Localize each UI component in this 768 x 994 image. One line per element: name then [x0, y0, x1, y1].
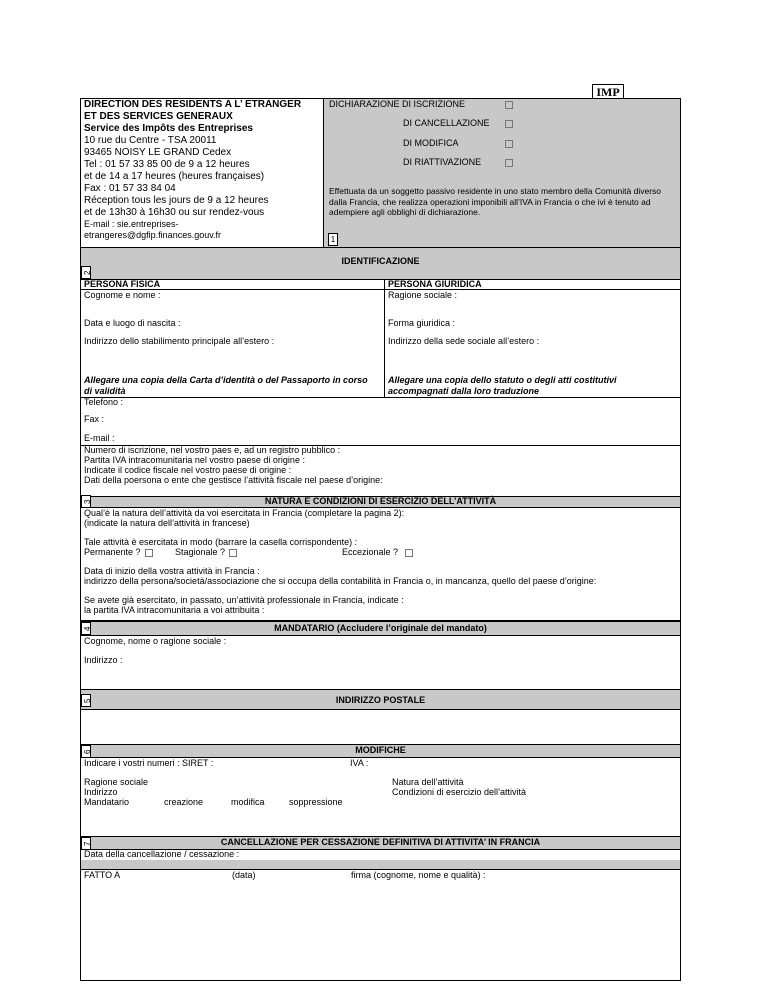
decl-cancellazione-label: DI CANCELLAZIONE	[403, 118, 490, 128]
decl-riattivazione-checkbox[interactable]	[505, 159, 513, 167]
section-3-number: 3	[81, 495, 91, 508]
office-service: Service des Impôts des Entreprises	[84, 123, 253, 134]
section-5-number: 5	[81, 694, 91, 707]
office-reception-2: et de 13h30 à 16h30 ou sur rendez-vous	[84, 207, 265, 218]
natura-attivita-note: (indicate la natura dell’attività in francese)	[84, 518, 250, 528]
section-2-number: 2	[81, 266, 91, 279]
fatto-a-field[interactable]: FATTO A	[84, 870, 121, 880]
office-address-1: 10 rue du Centre - TSA 20011	[84, 135, 217, 146]
mod-soppressione-label: soppressione	[289, 797, 343, 807]
office-email-1: E-mail : sie.entreprises-	[84, 219, 179, 229]
decl-modifica-label: DI MODIFICA	[403, 138, 459, 148]
siret-field[interactable]: Indicare i vostri numeri : SIRET :	[84, 758, 214, 768]
persona-fisica-title: PERSONA FISICA	[84, 279, 161, 289]
decl-modifica-checkbox[interactable]	[505, 140, 513, 148]
office-reception: Réception tous les jours de 9 a 12 heures	[84, 195, 269, 206]
ragione-sociale-field[interactable]: Ragione sociale :	[388, 290, 458, 300]
section-7-title: CANCELLAZIONE PER CESSAZIONE DEFINITIVA DI ATTIVITA’ IN FRANCIA	[220, 837, 541, 847]
office-tel: Tel : 01 57 33 85 00 de 9 a 12 heures	[84, 159, 250, 170]
contabilita-field[interactable]: indirizzo della persona/società/associazione che si occupa della contabilità in Francia o, in mancanza, quello del paese d’origine:	[84, 576, 597, 586]
partita-iva-field[interactable]: Partita IVA intracomunitaria nel vostro paese di origine :	[84, 455, 305, 465]
eccezionale-checkbox[interactable]	[405, 549, 413, 557]
partita-iva-attribuita-field[interactable]: la partita IVA intracomunitaria a voi attribuita :	[84, 605, 265, 615]
mod-modifica-label: modifica	[231, 797, 265, 807]
fax-field[interactable]: Fax :	[84, 414, 105, 424]
stagionale-checkbox[interactable]	[229, 549, 237, 557]
data-firma-field[interactable]: (data)	[232, 870, 256, 880]
section-5-title: INDIRIZZO POSTALE	[335, 695, 426, 705]
office-email-2: etrangeres@dgfip.finances.gouv.fr	[84, 230, 222, 240]
allegare-pf-note: Allegare una copia della Carta d’identità o del Passaporto in corso di validità	[84, 375, 368, 396]
decl-note: Effettuata da un soggetto passivo residente in uno stato membro della Comunità diverso dalla Francia, che realizza operazioni imponibili all’IVA in Francia o che ivi è tenuto ad adempiere agli obblighi di dichiarazione.	[329, 186, 662, 217]
email-field[interactable]: E-mail :	[84, 433, 115, 443]
mandatario-indirizzo-field[interactable]: Indirizzo :	[84, 655, 123, 665]
decl-iscrizione-label: DICHIARAZIONE DI ISCRIZIONE	[329, 99, 466, 109]
decl-cancellazione-checkbox[interactable]	[505, 120, 513, 128]
section-2-title: IDENTIFICAZIONE	[341, 256, 420, 266]
permanente-label: Permanente ?	[84, 547, 141, 557]
office-address-2: 93465 NOISY LE GRAND Cedex	[84, 147, 232, 158]
firma-field[interactable]: firma (cognome, nome e qualità) :	[351, 870, 486, 880]
registro-field[interactable]: Numero di iscrizione, nel vostro paes e, ad un registro pubblico :	[84, 445, 341, 455]
mandatario-cognome-field[interactable]: Cognome, nome o ragione sociale :	[84, 636, 227, 646]
forma-giuridica-field[interactable]: Forma giuridica :	[388, 318, 456, 328]
section-4-title: MANDATARIO (Accludere l’originale del mandato)	[274, 623, 487, 633]
section-6-title: MODIFICHE	[355, 745, 406, 755]
data-cancellazione-field[interactable]: Data della cancellazione / cessazione :	[84, 849, 240, 859]
office-fax: Fax : 01 57 33 84 04	[84, 183, 176, 194]
firma-block	[80, 869, 681, 981]
office-hours: et de 14 a 17 heures (heures françaises)	[84, 171, 265, 182]
section-6-number: 6	[81, 745, 91, 758]
mod-mandatario-label: Mandatario	[84, 797, 130, 807]
natura-attivita-q: Qual’è la natura dell’attività da voi esercitata in Francia (completare la pagina 2):	[84, 508, 405, 518]
office-name-1: DIRECTION DES RESIDENTS A L’ ETRANGER	[84, 99, 302, 110]
attivita-passata-q: Se avete già esercitato, in passato, un’attività professionale in Francia, indicate :	[84, 595, 404, 605]
decl-riattivazione-label: DI RIATTIVAZIONE	[403, 157, 482, 167]
permanente-checkbox[interactable]	[145, 549, 153, 557]
imp-label: IMP	[592, 84, 624, 100]
declaration-panel	[324, 99, 680, 247]
allegare-pg-note: Allegare una copia dello statuto o degli atti costitutivi accompagnati dalla loro traduzione	[388, 375, 617, 396]
section-7-number: 7	[81, 837, 91, 850]
mod-indirizzo-label: Indirizzo	[84, 787, 118, 797]
mod-ragione-label: Ragione sociale	[84, 777, 149, 787]
gestore-fiscale-field[interactable]: Dati della poersona o ente che gestisce l’attività fiscale nel paese d’origine:	[84, 475, 383, 485]
section-1-number: 1	[328, 233, 338, 246]
mod-creazione-label: creazione	[164, 797, 204, 807]
office-name-2: ET DES SERVICES GENERAUX	[84, 111, 233, 122]
modo-esercizio-q: Tale attività è esercitata in modo (barrare la casella corrispondente) :	[84, 537, 358, 547]
data-nascita-field[interactable]: Data e luogo di nascita :	[84, 318, 181, 328]
stagionale-label: Stagionale ?	[175, 547, 226, 557]
codice-fiscale-field[interactable]: Indicate il codice fiscale nel vostro paese di origine :	[84, 465, 292, 475]
indirizzo-postale-field[interactable]	[80, 709, 681, 745]
mod-natura-label: Natura dell’attività	[392, 777, 464, 787]
iva-field[interactable]: IVA :	[350, 758, 369, 768]
indirizzo-sede-field[interactable]: Indirizzo della sede sociale all’estero :	[388, 336, 540, 346]
decl-iscrizione-checkbox[interactable]	[505, 101, 513, 109]
cognome-nome-field[interactable]: Cognome e nome :	[84, 290, 161, 300]
mod-condizioni-label: Condizioni di esercizio dell’attività	[392, 787, 527, 797]
indirizzo-stabilimento-field[interactable]: Indirizzo dello stabilimento principale all’estero :	[84, 336, 275, 346]
eccezionale-label: Eccezionale ?	[342, 547, 399, 557]
data-inizio-field[interactable]: Data di inizio della vostra attività in Francia :	[84, 566, 260, 576]
section-4-number: 4	[81, 622, 91, 635]
telefono-field[interactable]: Telefono :	[84, 397, 124, 407]
section-3-title: NATURA E CONDIZIONI DI ESERCIZIO DELL’ATTIVITÀ	[264, 496, 497, 506]
persona-giuridica-title: PERSONA GIURIDICA	[388, 279, 482, 289]
